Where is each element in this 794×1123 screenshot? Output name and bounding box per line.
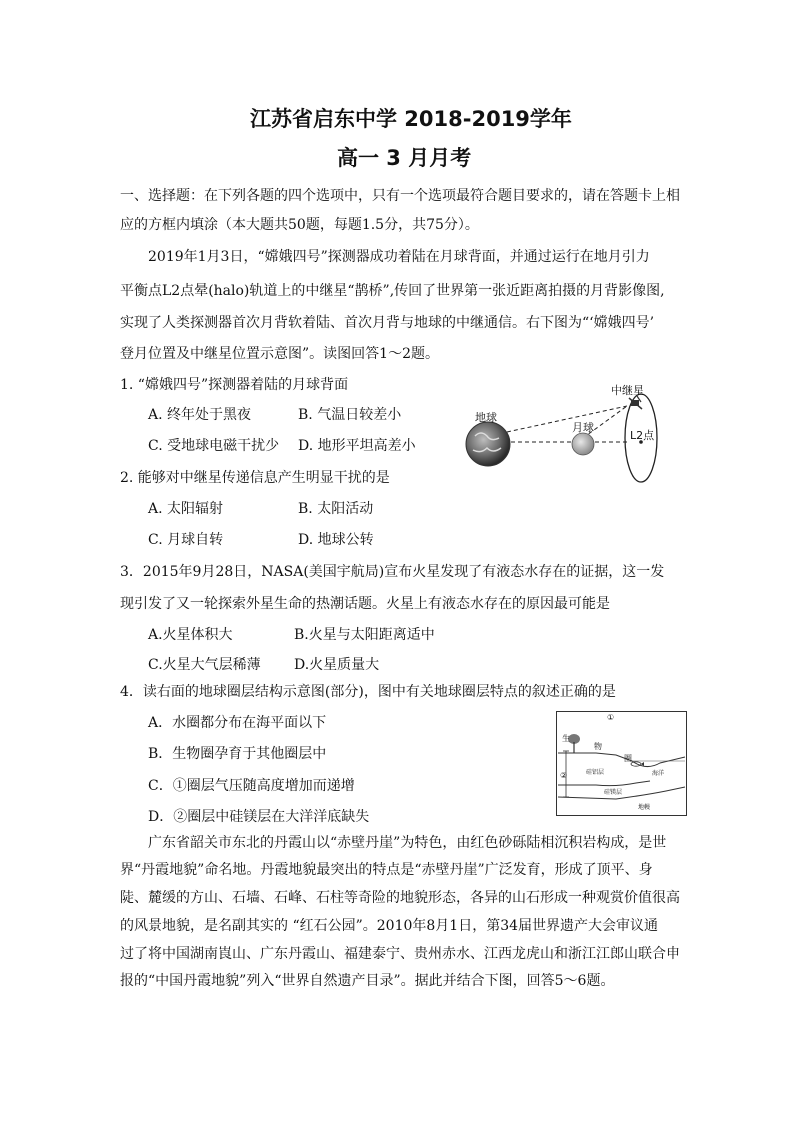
earth-label: 地球	[475, 411, 497, 424]
moon-icon	[572, 433, 594, 455]
passage2-line: 界“丹霞地貌”命名地。丹霞地貌最突出的特点是“赤壁丹崖”广泛发育，形成了顶平、身	[120, 862, 653, 878]
relay-label: 中继星	[611, 384, 644, 397]
mantle-label: 地幔	[638, 804, 651, 811]
q3-option-d: D.火星质量大	[294, 657, 380, 673]
passage2-line: 过了将中国湖南崀山、广东丹霞山、福建泰宁、贵州赤水、江西龙虎山和浙江江郎山联合申	[120, 946, 680, 962]
biosphere-char-quan: 圈	[624, 754, 632, 763]
earth-layers-diagram	[556, 711, 687, 816]
layer-1-label: ①	[607, 713, 615, 722]
sial-label: 硅铝层	[586, 769, 605, 776]
q4-option-a: A．水圈都分布在海平面以下	[148, 715, 327, 731]
passage2-line: 广东省韶关市东北的丹霞山以“赤壁丹崖”为特色，由红色砂砾陆相沉积岩构成，是世	[148, 835, 667, 851]
layer-2-label: ②	[560, 771, 568, 780]
q3-option-c: C.火星大气层稀薄	[148, 657, 261, 673]
q2-option-b: B. 太阳活动	[298, 501, 374, 517]
passage2-line: 的风景地貌，是名副其实的 “红石公园”。2010年8月1日，第34届世界遗产大会审议通	[120, 918, 659, 934]
earth-icon	[466, 422, 510, 466]
q3-option-a: A.火星体积大	[148, 627, 233, 643]
q2-option-d: D. 地球公转	[298, 532, 374, 548]
passage2-line: 陡、麓缓的方山、石墙、石峰、石柱等奇险的地貌形态，各异的山石形成一种观赏价值很高	[120, 890, 680, 906]
page-title: 江苏省启东中学 2018-2019学年	[250, 107, 572, 131]
q2-stem: 2. 能够对中继星传递信息产生明显干扰的是	[120, 470, 390, 486]
ocean-label: 海洋	[652, 770, 665, 777]
passage1-line: 实现了人类探测器首次月背软着陆、首次月背与地球的中继通信。右下图为“‘嫦娥四号’	[120, 315, 655, 331]
passage2-line: 报的“中国丹霞地貌”列入“世界自然遗产目录”。据此并结合下图，回答5～6题。	[120, 973, 615, 989]
moon-label: 月球	[572, 421, 594, 434]
section-heading-line1: 一、选择题：在下列各题的四个选项中，只有一个选项最符合题目要求的，请在答题卡上相	[120, 188, 680, 204]
q4-option-d: D．②圈层中硅镁层在大洋洋底缺失	[148, 809, 370, 825]
q4-stem: 4．读右面的地球圈层结构示意图(部分)，图中有关地球圈层特点的叙述正确的是	[120, 684, 616, 700]
passage1-line: 登月位置及中继星位置示意图”。读图回答1～2题。	[120, 346, 439, 362]
biosphere-char-sheng: 生	[562, 734, 570, 743]
page-subtitle: 高一 3 月月考	[337, 146, 472, 170]
q4-option-b: B．生物圈孕育于其他圈层中	[148, 746, 327, 762]
passage1-line: 平衡点L2点晕(halo)轨道上的中继星“鹊桥”,传回了世界第一张近距离拍摄的月背影像图,	[120, 283, 665, 299]
q3-stem-line1: 3．2015年9月28日，NASA(美国宇航局)宣布火星发现了有液态水存在的证据，这一发	[120, 564, 665, 580]
q1-option-b: B. 气温日较差小	[298, 407, 402, 423]
sima-label: 硅镁层	[604, 789, 623, 796]
earth-relay-line	[507, 406, 627, 432]
q2-option-a: A. 太阳辐射	[148, 501, 224, 517]
section-heading-line2: 应的方框内填涂（本大题共50题，每题1.5分，共75分）。	[120, 217, 479, 233]
q1-option-c: C. 受地球电磁干扰少	[148, 438, 280, 454]
q1-option-d: D. 地形平坦高差小	[298, 438, 416, 454]
q4-option-c: C．①圈层气压随高度增加而递增	[148, 778, 355, 794]
q1-option-a: A. 终年处于黑夜	[148, 407, 252, 423]
l2-label: L2点	[630, 429, 655, 442]
biosphere-char-wu: 物	[594, 742, 602, 751]
q2-option-c: C. 月球自转	[148, 532, 224, 548]
moon-relay-diagram	[455, 380, 680, 485]
q3-option-b: B.火星与太阳距离适中	[294, 627, 435, 643]
q3-stem-line2: 现引发了又一轮探索外星生命的热潮话题。火星上有液态水存在的原因最可能是	[120, 596, 610, 612]
q1-stem: 1. “嫦娥四号”探测器着陆的月球背面	[120, 377, 349, 393]
passage1-line: 2019年1月3日，“嫦娥四号”探测器成功着陆在月球背面，并通过运行在地月引力	[148, 249, 650, 265]
